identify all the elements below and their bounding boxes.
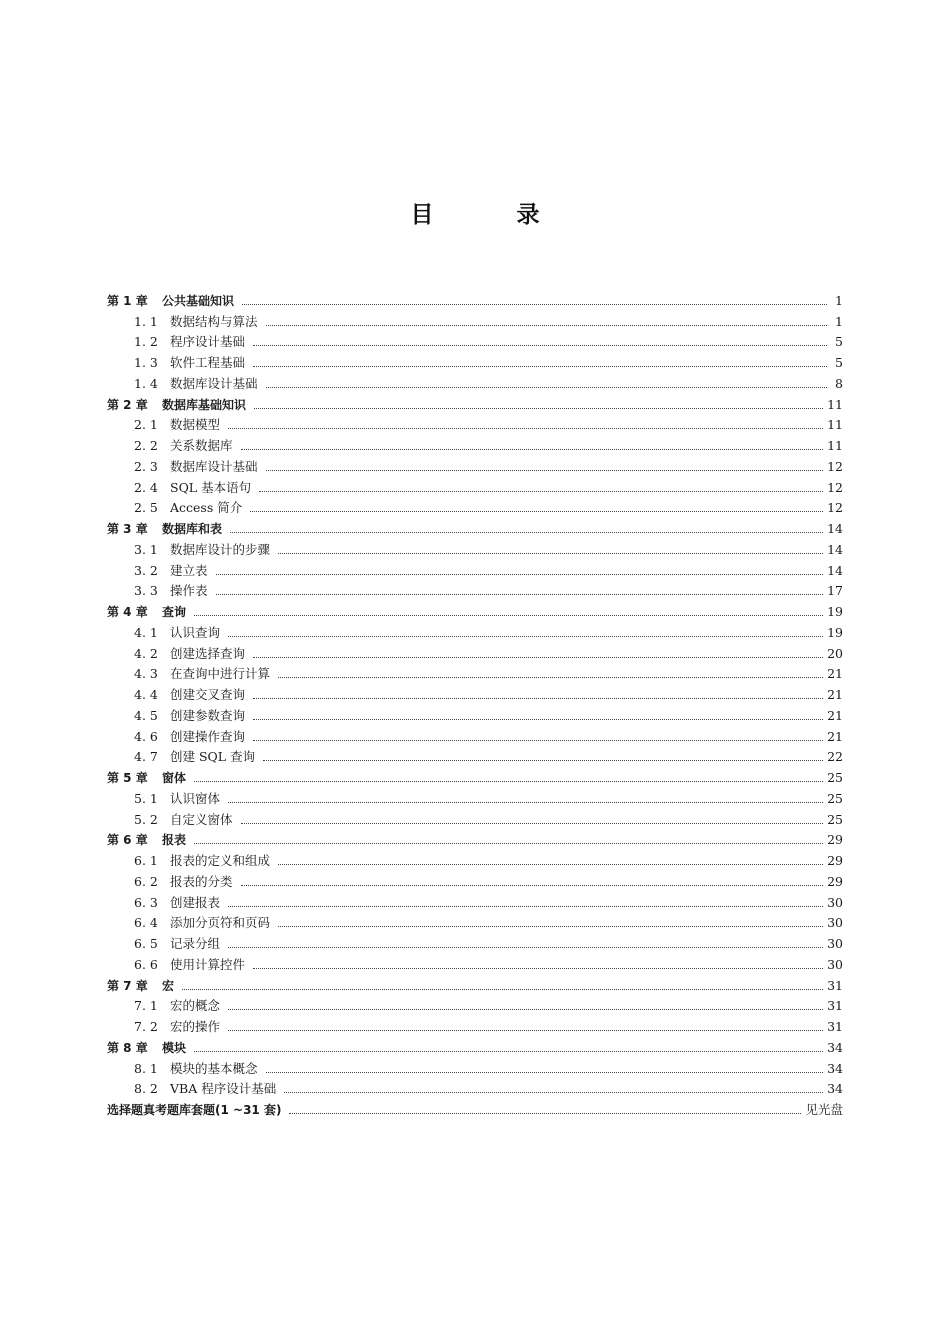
toc-section-entry	[107, 703, 843, 724]
toc-section-entry	[107, 807, 843, 828]
toc-entry-title: 建立表	[170, 562, 208, 578]
toc-chapter-entry	[107, 973, 843, 994]
toc-entry-title: 模块	[162, 1040, 187, 1055]
toc-section-entry	[107, 413, 843, 434]
toc-entry-number: 第 8 章	[107, 1040, 148, 1055]
toc-entry-number: 4. 7	[134, 749, 158, 765]
toc-entry-number: 3. 3	[134, 583, 158, 599]
toc-dot-leader	[278, 676, 823, 678]
toc-section-entry	[107, 931, 843, 952]
toc-dot-leader	[253, 697, 823, 699]
toc-page-number: 34	[827, 1081, 843, 1097]
toc-entry-title: 数据库设计基础	[170, 458, 258, 474]
toc-dot-leader	[253, 739, 823, 741]
toc-page-number: 25	[827, 790, 843, 806]
toc-entry-number: 6. 2	[134, 873, 158, 889]
toc-entry-number: 1. 1	[134, 313, 158, 329]
toc-page-number: 29	[827, 873, 843, 889]
toc-entry-number: 6. 6	[134, 956, 158, 972]
toc-page-number: 30	[827, 936, 843, 951]
toc-entry-title: 宏的操作	[170, 1019, 221, 1034]
toc-page-number: 19	[827, 604, 843, 619]
toc-entry-title: 创建参数查询	[170, 707, 246, 723]
toc-entry-number: 2. 4	[134, 479, 158, 495]
toc-entry-title: 程序设计基础	[170, 334, 246, 350]
toc-section-entry	[107, 475, 843, 496]
toc-entry-title: 选择题真考题库套题(1 ~31 套)	[107, 1103, 282, 1117]
toc-entry-number: 第 7 章	[107, 978, 148, 993]
toc-entry-number: 8. 2	[134, 1081, 158, 1097]
toc-entry-title: SQL 基本语句	[170, 479, 252, 495]
toc-section-entry	[107, 1014, 843, 1035]
toc-page-number: 22	[827, 749, 843, 765]
toc-page-number: 25	[827, 811, 843, 827]
toc-entry-number: 第 6 章	[107, 833, 148, 848]
toc-entry-title: 数据库基础知识	[162, 397, 247, 412]
toc-page-number: 12	[827, 500, 843, 516]
toc-entry-title: VBA 程序设计基础	[170, 1081, 277, 1097]
toc-page-number: 5	[835, 334, 843, 350]
toc-dot-leader	[253, 656, 823, 658]
toc-dot-leader	[241, 884, 824, 886]
toc-entry-number: 4. 1	[134, 624, 158, 640]
toc-entry-title: 数据结构与算法	[170, 313, 258, 329]
toc-dot-leader	[266, 469, 824, 471]
toc-dot-leader	[242, 303, 827, 305]
toc-entry-number: 2. 3	[134, 458, 158, 474]
toc-entry-title: 模块的基本概念	[170, 1060, 258, 1076]
toc-dot-leader	[194, 842, 823, 844]
toc-chapter-entry	[107, 392, 843, 413]
toc-entry-title: 报表	[162, 833, 187, 848]
toc-entry-number: 1. 3	[134, 355, 158, 370]
toc-dot-leader	[253, 365, 827, 367]
toc-page-number: 21	[827, 687, 843, 702]
toc-entry-number: 1. 2	[134, 334, 158, 350]
toc-entry-number: 7. 1	[134, 998, 158, 1014]
toc-section-entry	[107, 682, 843, 703]
toc-entry-number: 第 2 章	[107, 397, 148, 412]
toc-page-number: 29	[827, 832, 843, 848]
toc-entry-title: 使用计算控件	[170, 956, 246, 972]
toc-page-number: 14	[827, 562, 843, 578]
toc-entry-title: 报表的分类	[170, 873, 233, 889]
toc-entry-number: 2. 1	[134, 417, 158, 433]
toc-entry-title: 报表的定义和组成	[170, 853, 271, 868]
toc-entry-title: Access 简介	[170, 500, 243, 516]
toc-entry-number: 4. 5	[134, 707, 158, 723]
toc-entry-title: 创建交叉查询	[170, 687, 246, 702]
toc-page-number: 30	[827, 956, 843, 972]
toc-dot-leader	[284, 1091, 823, 1093]
toc-entry-number: 3. 1	[134, 541, 158, 557]
toc-entry-number: 第 1 章	[107, 293, 148, 308]
toc-dot-leader	[266, 386, 827, 388]
toc-page-number: 11	[827, 438, 843, 453]
toc-dot-leader	[228, 946, 823, 948]
toc-entry-number: 4. 2	[134, 645, 158, 661]
toc-entry-number: 4. 4	[134, 687, 158, 702]
toc-dot-leader	[194, 614, 823, 616]
toc-entry-title: 查询	[162, 605, 187, 619]
toc-chapter-entry	[107, 1097, 843, 1118]
toc-dot-leader	[266, 1071, 824, 1073]
toc-entry-number: 6. 3	[134, 894, 158, 910]
table-of-contents	[107, 288, 843, 1118]
toc-dot-leader	[216, 573, 824, 575]
toc-page-number: 12	[827, 479, 843, 495]
toc-section-entry	[107, 994, 843, 1015]
toc-dot-leader	[253, 967, 823, 969]
toc-dot-leader	[228, 427, 823, 429]
toc-dot-leader	[230, 531, 823, 533]
toc-page-number: 17	[827, 583, 843, 599]
toc-dot-leader	[254, 407, 823, 409]
toc-section-entry	[107, 330, 843, 351]
toc-dot-leader	[228, 635, 823, 637]
toc-page-number: 11	[827, 417, 843, 433]
toc-page-number: 20	[827, 645, 843, 661]
toc-entry-title: 数据模型	[170, 417, 221, 433]
toc-page-number: 5	[835, 355, 843, 370]
page-title: 目 录	[410, 202, 570, 228]
toc-page-number: 1	[835, 313, 843, 329]
toc-page-number: 19	[827, 624, 843, 640]
toc-dot-leader	[266, 324, 827, 326]
toc-entry-title: 创建报表	[170, 894, 221, 910]
toc-section-entry	[107, 662, 843, 683]
toc-entry-number: 2. 5	[134, 500, 158, 516]
toc-dot-leader	[263, 759, 823, 761]
toc-dot-leader	[278, 925, 823, 927]
toc-section-entry	[107, 1077, 843, 1098]
toc-section-entry	[107, 1056, 843, 1077]
toc-dot-leader	[228, 1008, 823, 1010]
toc-chapter-entry	[107, 599, 843, 620]
toc-dot-leader	[194, 1050, 823, 1052]
toc-page-number: 8	[835, 375, 843, 391]
toc-page-number: 14	[827, 521, 843, 536]
toc-page-number: 31	[827, 1019, 843, 1034]
toc-page-number: 21	[827, 707, 843, 723]
toc-page-number: 见光盘	[805, 1102, 843, 1117]
toc-entry-title: 公共基础知识	[162, 293, 235, 308]
toc-page-number: 12	[827, 458, 843, 474]
toc-section-entry	[107, 745, 843, 766]
toc-section-entry	[107, 724, 843, 745]
toc-section-entry	[107, 537, 843, 558]
toc-entry-title: 认识查询	[170, 624, 221, 640]
toc-dot-leader	[228, 905, 823, 907]
toc-section-entry	[107, 911, 843, 932]
toc-entry-title: 记录分组	[170, 936, 221, 951]
toc-page-number: 25	[827, 770, 843, 785]
toc-entry-number: 7. 2	[134, 1019, 158, 1034]
toc-dot-leader	[250, 510, 823, 512]
toc-page-number: 14	[827, 541, 843, 557]
toc-section-entry	[107, 350, 843, 371]
toc-page-number: 31	[827, 977, 843, 993]
toc-entry-title: 操作表	[170, 583, 208, 599]
toc-entry-number: 6. 4	[134, 915, 158, 931]
toc-entry-title: 创建操作查询	[170, 728, 246, 744]
toc-chapter-entry	[107, 288, 843, 309]
toc-section-entry	[107, 371, 843, 392]
toc-page-number: 31	[827, 998, 843, 1014]
toc-entry-number: 6. 5	[134, 936, 158, 951]
toc-page-number: 30	[827, 915, 843, 931]
toc-entry-title: 宏的概念	[170, 998, 221, 1014]
toc-page-number: 21	[827, 728, 843, 744]
toc-page-number: 34	[827, 1060, 843, 1076]
toc-entry-number: 1. 4	[134, 375, 158, 391]
toc-dot-leader	[194, 780, 823, 782]
toc-section-entry	[107, 309, 843, 330]
toc-entry-number: 4. 3	[134, 666, 158, 682]
toc-entry-title: 软件工程基础	[170, 355, 246, 370]
toc-entry-number: 第 3 章	[107, 522, 148, 536]
toc-section-entry	[107, 558, 843, 579]
toc-section-entry	[107, 620, 843, 641]
toc-dot-leader	[278, 863, 823, 865]
toc-section-entry	[107, 641, 843, 662]
toc-dot-leader	[241, 448, 824, 450]
toc-page-number: 30	[827, 894, 843, 910]
toc-dot-leader	[228, 801, 823, 803]
toc-entry-number: 8. 1	[134, 1060, 158, 1076]
toc-entry-title: 创建 SQL 查询	[170, 749, 256, 765]
toc-entry-title: 窗体	[162, 771, 187, 785]
toc-dot-leader	[278, 552, 823, 554]
toc-dot-leader	[259, 490, 823, 492]
toc-entry-number: 5. 1	[134, 790, 158, 806]
toc-page-number: 29	[827, 853, 843, 868]
toc-entry-number: 2. 2	[134, 438, 158, 453]
toc-entry-number: 5. 2	[134, 811, 158, 827]
toc-dot-leader	[228, 1029, 823, 1031]
toc-entry-title: 数据库设计的步骤	[170, 541, 271, 557]
toc-entry-number: 3. 2	[134, 562, 158, 578]
toc-section-entry	[107, 786, 843, 807]
toc-page-number: 34	[827, 1039, 843, 1055]
toc-dot-leader	[289, 1112, 801, 1114]
toc-section-entry	[107, 454, 843, 475]
toc-page-number: 1	[835, 292, 843, 308]
toc-page-number: 21	[827, 666, 843, 682]
toc-entry-title: 宏	[162, 978, 175, 993]
toc-entry-title: 关系数据库	[170, 438, 233, 453]
toc-dot-leader	[182, 988, 823, 990]
toc-entry-title: 自定义窗体	[170, 811, 233, 827]
toc-chapter-entry	[107, 516, 843, 537]
toc-dot-leader	[241, 822, 824, 824]
toc-section-entry	[107, 433, 843, 454]
toc-dot-leader	[216, 593, 824, 595]
toc-chapter-entry	[107, 765, 843, 786]
toc-section-entry	[107, 890, 843, 911]
toc-chapter-entry	[107, 1035, 843, 1056]
toc-entry-title: 创建选择查询	[170, 645, 246, 661]
toc-section-entry	[107, 869, 843, 890]
toc-section-entry	[107, 579, 843, 600]
toc-entry-title: 数据库设计基础	[170, 375, 258, 391]
toc-page-number: 11	[827, 396, 843, 412]
toc-entry-number: 6. 1	[134, 853, 158, 868]
toc-section-entry	[107, 952, 843, 973]
toc-entry-title: 在查询中进行计算	[170, 666, 271, 682]
toc-entry-title: 认识窗体	[170, 790, 221, 806]
toc-entry-title: 添加分页符和页码	[170, 915, 271, 931]
toc-section-entry	[107, 496, 843, 517]
toc-entry-title: 数据库和表	[162, 522, 223, 536]
toc-dot-leader	[253, 344, 827, 346]
toc-entry-number: 第 5 章	[107, 771, 148, 785]
toc-entry-number: 4. 6	[134, 728, 158, 744]
toc-chapter-entry	[107, 828, 843, 849]
toc-entry-number: 第 4 章	[107, 605, 148, 619]
toc-dot-leader	[253, 718, 823, 720]
toc-section-entry	[107, 848, 843, 869]
